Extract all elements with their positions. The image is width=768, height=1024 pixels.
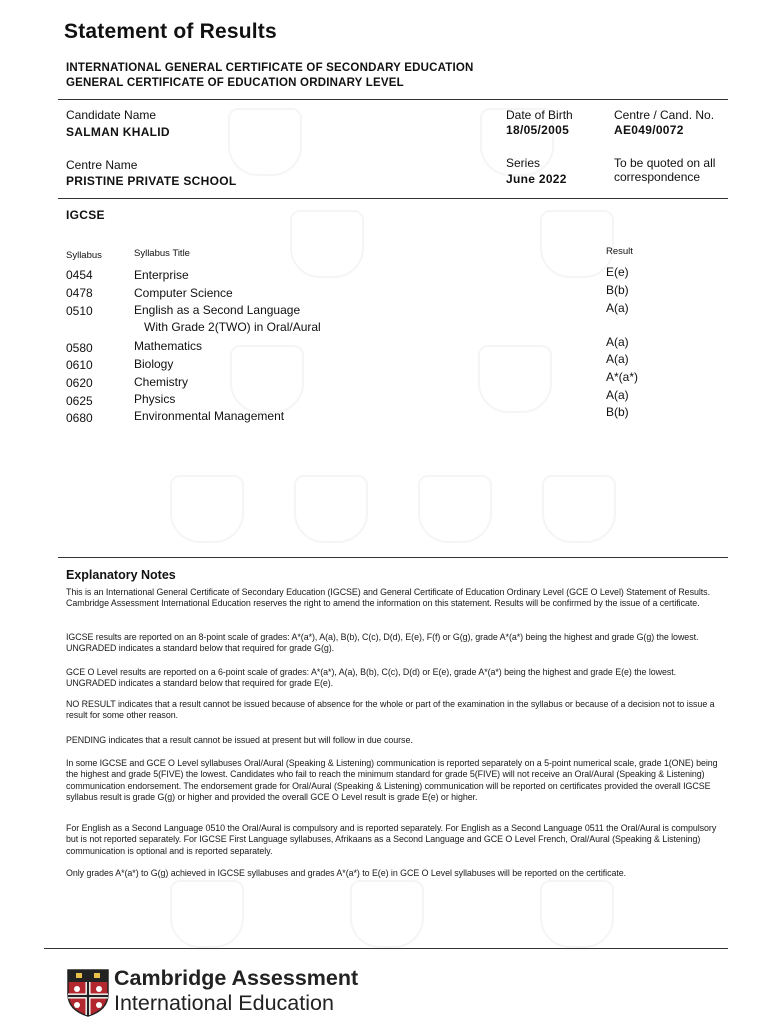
quote-note-line-2: correspondence xyxy=(614,170,701,184)
qualification-line-2: GENERAL CERTIFICATE OF EDUCATION ORDINARY LEVEL xyxy=(66,77,404,89)
dob-label: Date of Birth xyxy=(506,108,573,122)
candidate-name-label: Candidate Name xyxy=(66,108,157,122)
notes-heading: Explanatory Notes xyxy=(66,568,176,582)
syllabus-title: Biology xyxy=(134,357,174,371)
syllabus-code: 0625 xyxy=(66,394,93,408)
page-title: Statement of Results xyxy=(64,20,277,43)
syllabus-code: 0454 xyxy=(66,268,93,282)
cambridge-shield-icon xyxy=(66,968,110,1018)
centre-no-label: Centre / Cand. No. xyxy=(614,108,715,122)
watermark-crest xyxy=(170,475,244,543)
watermark-crest xyxy=(418,475,492,543)
result-grade: A*(a*) xyxy=(606,370,639,384)
centre-name-label: Centre Name xyxy=(66,158,138,172)
section-title: IGCSE xyxy=(66,208,105,222)
col-header-title: Syllabus Title xyxy=(134,248,190,259)
watermark-crest xyxy=(170,880,244,948)
syllabus-title: Physics xyxy=(134,392,176,406)
notes-paragraph-5: PENDING indicates that a result cannot be issued at present but will follow in due course. xyxy=(66,735,413,745)
notes-paragraph-8: Only grades A*(a*) to G(g) achieved in IGCSE syllabuses and grades A*(a*) to E(e) in GCE O Level syllabuses will be reported on the certificate. xyxy=(66,868,627,878)
result-grade: A(a) xyxy=(606,388,629,402)
syllabus-title: English as a Second Language xyxy=(134,303,301,317)
notes-paragraph-4: NO RESULT indicates that a result cannot be issued because of absence for the whole or part of the examination in the syllabus or because of a decision not to issue a result for some other reason. xyxy=(66,699,715,721)
syllabus-code: 0580 xyxy=(66,341,93,355)
syllabus-title: Environmental Management xyxy=(134,409,285,423)
syllabus-code: 0620 xyxy=(66,376,93,390)
syllabus-title-detail: With Grade 2(TWO) in Oral/Aural xyxy=(144,320,321,334)
notes-paragraph-1: This is an International General Certificate of Secondary Education (IGCSE) and General Certificate of Education Ordinary Level (GCE O Level) Statement of Results. Cambridge Assessment International Education reserves the right to amend the information on this statement. Results will be confirmed by the issue of a certificate. xyxy=(66,587,710,609)
qualification-line-1: INTERNATIONAL GENERAL CERTIFICATE OF SECONDARY EDUCATION xyxy=(66,62,474,74)
centre-name: PRISTINE PRIVATE SCHOOL xyxy=(66,174,237,188)
syllabus-title: Enterprise xyxy=(134,268,189,282)
quote-note-line-1: To be quoted on all xyxy=(614,156,716,170)
syllabus-code: 0478 xyxy=(66,286,93,300)
result-grade: B(b) xyxy=(606,405,629,419)
notes-paragraph-6: In some IGCSE and GCE O Level syllabuses Oral/Aural (Speaking & Listening) communication is reported separately on a 5-point numerical scale, grade 1(ONE) being the highest and grade 5(FIVE) the lowest. Candidates who fail to reach the minimum standard for grade 5(FIVE) will not receive an Oral/Aural (Speaking & Listening) communication endorsement. The endorsement grade for Oral/Aural (Speaking & Listening) communication will be reported on certificates provided the overall IGCSE syllabus result is grade G(g) or higher and provided the overall GCE O Level result is grade E(e) or higher. xyxy=(66,758,718,802)
syllabus-code: 0510 xyxy=(66,304,93,318)
notes-paragraph-3: GCE O Level results are reported on a 6-point scale of grades: A*(a*), A(a), B(b), C(c), D(d) or E(e), grade A*(a*) being the highest and grade E(e) the lowest. UNGRADED indicates a standard below that required for grade E(e). xyxy=(66,667,677,689)
dob-value: 18/05/2005 xyxy=(506,123,570,137)
centre-no-value: AE049/0072 xyxy=(614,123,684,137)
syllabus-title: Chemistry xyxy=(134,375,189,389)
watermark-crest xyxy=(350,880,424,948)
result-grade: A(a) xyxy=(606,335,629,349)
watermark-crest xyxy=(294,475,368,543)
series-value: June 2022 xyxy=(506,172,567,186)
result-grade: A(a) xyxy=(606,352,629,366)
syllabus-title: Computer Science xyxy=(134,286,233,300)
col-header-result: Result xyxy=(606,246,633,257)
divider xyxy=(58,557,728,558)
divider xyxy=(44,948,728,949)
series-label: Series xyxy=(506,156,541,170)
divider xyxy=(58,99,728,100)
watermark-crest xyxy=(542,475,616,543)
watermark-crest xyxy=(540,880,614,948)
notes-paragraph-7: For English as a Second Language 0510 the Oral/Aural is compulsory and is reported separately. For English as a Second Language 0511 the Oral/Aural is compulsory but is not reported separately. For IGCSE First Language syllabuses, Afrikaans as a Second Language and GCE O Level French, Oral/Aural (Speaking & Listening) communication is optional and is reported separately. xyxy=(66,823,717,856)
result-grade: A(a) xyxy=(606,301,629,315)
syllabus-code: 0680 xyxy=(66,411,93,425)
brand-line-1: Cambridge Assessment xyxy=(114,966,359,990)
syllabus-code: 0610 xyxy=(66,358,93,372)
result-grade: E(e) xyxy=(606,265,629,279)
col-header-syllabus: Syllabus xyxy=(66,250,102,261)
brand-line-2: International Education xyxy=(114,991,334,1015)
divider xyxy=(58,198,728,199)
notes-paragraph-2: IGCSE results are reported on an 8-point scale of grades: A*(a*), A(a), B(b), C(c), D(d), E(e), F(f) or G(g), grade A*(a*) being the highest and grade G(g) the lowest. UNGRADED indicates a standard below that required for grade G(g). xyxy=(66,632,699,654)
watermark-crest xyxy=(228,108,302,176)
result-grade: B(b) xyxy=(606,283,629,297)
syllabus-title: Mathematics xyxy=(134,339,203,353)
candidate-name: SALMAN KHALID xyxy=(66,125,170,139)
